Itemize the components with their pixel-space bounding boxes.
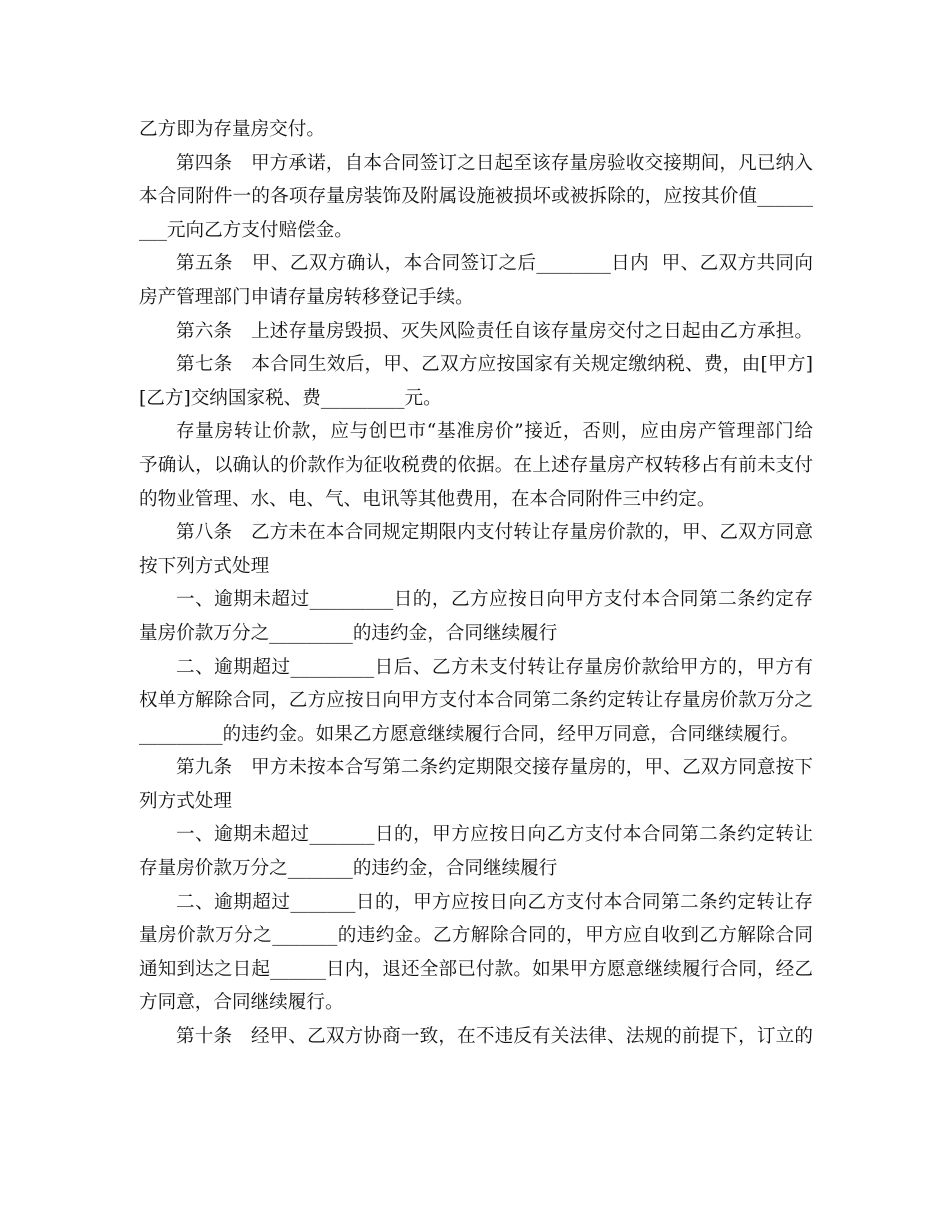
text-line: 列方式处理 (139, 790, 232, 812)
text-line: 存量房转让价款，应与创巴市“基准房价”接近，否则，应由房产管理部门给 (176, 421, 813, 443)
article-5-heading-line: 第五条 甲、乙双方确认，本合同签订之后________日内 甲、乙双方共同向 (176, 253, 813, 275)
text-line: 方同意，合同继续履行。 (139, 992, 344, 1014)
article-6-line: 第六条 上述存量房毁损、灭失风险责任自该存量房交付之日起由乙方承担。 (176, 320, 813, 342)
article-10-heading-line: 第十条 经甲、乙双方协商一致，在不违反有关法律、法规的前提下，订立的 (176, 1026, 813, 1048)
text-line: 乙方即为存量房交付。 (139, 119, 325, 140)
text-line: 的物业管理、水、电、气、电讯等其他费用，在本合同附件三中约定。 (139, 488, 716, 510)
text-line: 量房价款万分之_______的违约金。乙方解除合同的，甲方应自收到乙方解除合同 (139, 925, 813, 947)
text-line: _________的违约金。如果乙方愿意继续履行合同，经甲万同意，合同继续履行。 (139, 723, 800, 745)
article-4-heading-line: 第四条 甲方承诺，自本合同签订之日起至该存量房验收交接期间，凡已纳入 (176, 152, 813, 174)
article-8-heading-line: 第八条 乙方未在本合同规定期限内支付转让存量房价款的，甲、乙双方同意 (176, 522, 813, 544)
text-line: 按下列方式处理 (139, 555, 270, 577)
article-7-heading-line: 第七条 本合同生效后，甲、乙双方应按国家有关规定缴纳税、费，由[甲方] (176, 354, 813, 376)
text-line: 通知到达之日起______日内，退还全部已付款。如果甲方愿意继续履行合同，经乙 (139, 958, 813, 980)
contract-body (139, 113, 813, 1054)
text-line: ___元向乙方支付赔偿金。 (139, 219, 353, 241)
text-line: 存量房价款万分之_______的违约金，合同继续履行 (139, 858, 558, 880)
text-line: 一、逾期未超过_______日的，甲方应按日向乙方支付本合同第二条约定转让 (176, 824, 813, 846)
text-line: 二、逾期超过_______日的，甲方应按日向乙方支付本合同第二条约定转让存 (176, 891, 813, 913)
text-line: [乙方]交纳国家税、费_________元。 (139, 387, 442, 409)
text-line: 权单方解除合同，乙方应按日向甲方支付本合同第二条约定转让存量房价款万分之 (139, 690, 813, 712)
text-line: 本合同附件一的各项存量房装饰及附属设施被损坏或被拆除的，应按其价值______ (139, 186, 813, 208)
text-line: 二、逾期超过_________日后、乙方未支付转让存量房价款给甲方的，甲方有 (176, 656, 813, 678)
text-line: 予确认，以确认的价款作为征收税费的依据。在上述存量房产权转移占有前未支付 (139, 454, 813, 476)
text-line: 一、逾期未超过_________日的，乙方应按日向甲方支付本合同第二条约定存 (176, 589, 813, 611)
text-line: 房产管理部门申请存量房转移登记手续。 (139, 286, 474, 308)
text-line: 量房价款万分之_________的违约金，合同继续履行 (139, 622, 558, 644)
article-9-heading-line: 第九条 甲方未按本合写第二条约定期限交接存量房的，甲、乙双方同意按下 (176, 757, 813, 779)
